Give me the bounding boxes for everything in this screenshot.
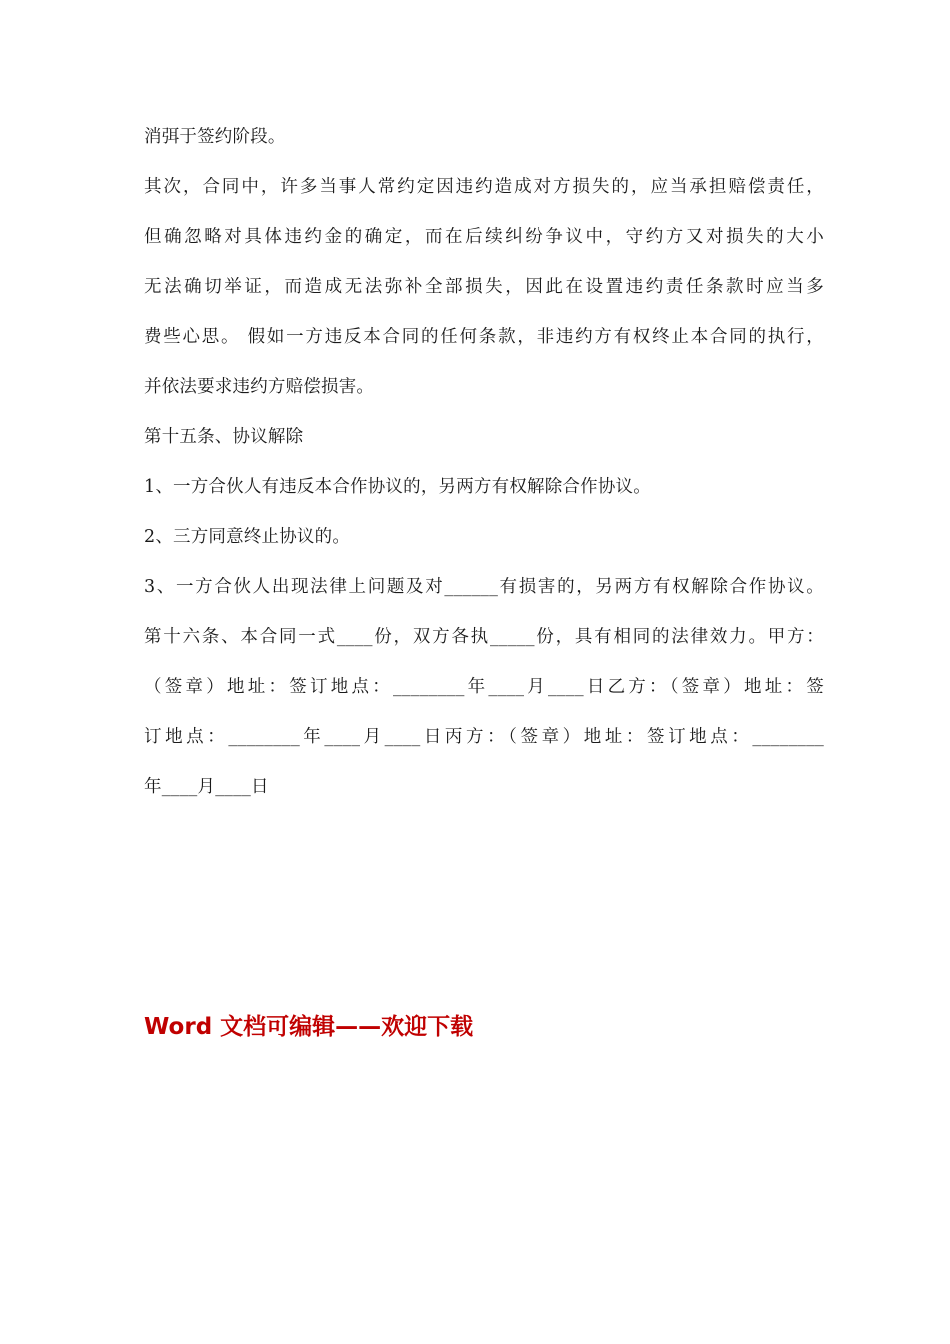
article-15-item-3: 3、一方合伙人出现法律上问题及对______有损害的，另两方有权解除合作协议。 <box>144 577 824 597</box>
article-15-item-2: 2、三方同意终止协议的。 <box>144 527 351 547</box>
text-line-3: 但确忽略对具体违约金的确定，而在后续纠纷争议中，守约方又对损失的大小 <box>144 227 824 247</box>
text-line-4: 无法确切举证，而造成无法弥补全部损失，因此在设置违约责任条款时应当多 <box>144 277 824 297</box>
article-16-line-1: 第十六条、本合同一式____份，双方各执_____份，具有相同的法律效力。甲方： <box>144 627 824 647</box>
text-line-1: 消弭于签约阶段。 <box>144 127 286 147</box>
text-line-2: 其次，合同中，许多当事人常约定因违约造成对方损失的，应当承担赔偿责任， <box>144 177 824 197</box>
text-line-5: 费些心思。 假如一方违反本合同的任何条款，非违约方有权终止本合同的执行， <box>144 327 824 347</box>
signature-line-2: 订地点：________年____月____日丙方：（签章）地址：签订地点：________ <box>144 727 824 747</box>
text-line-6: 并依法要求违约方赔偿损害。 <box>144 377 375 397</box>
signature-line-3: 年____月____日 <box>144 777 269 797</box>
signature-line-1: （签章）地址：签订地点：________年____月____日乙方：（签章）地址：签 <box>144 677 824 697</box>
footer-banner: Word 文档可编辑——欢迎下载 <box>144 1014 474 1040</box>
article-15-heading: 第十五条、协议解除 <box>144 427 304 447</box>
article-15-item-1: 1、一方合伙人有违反本合作协议的，另两方有权解除合作协议。 <box>144 477 651 497</box>
contract-body <box>144 123 824 823</box>
